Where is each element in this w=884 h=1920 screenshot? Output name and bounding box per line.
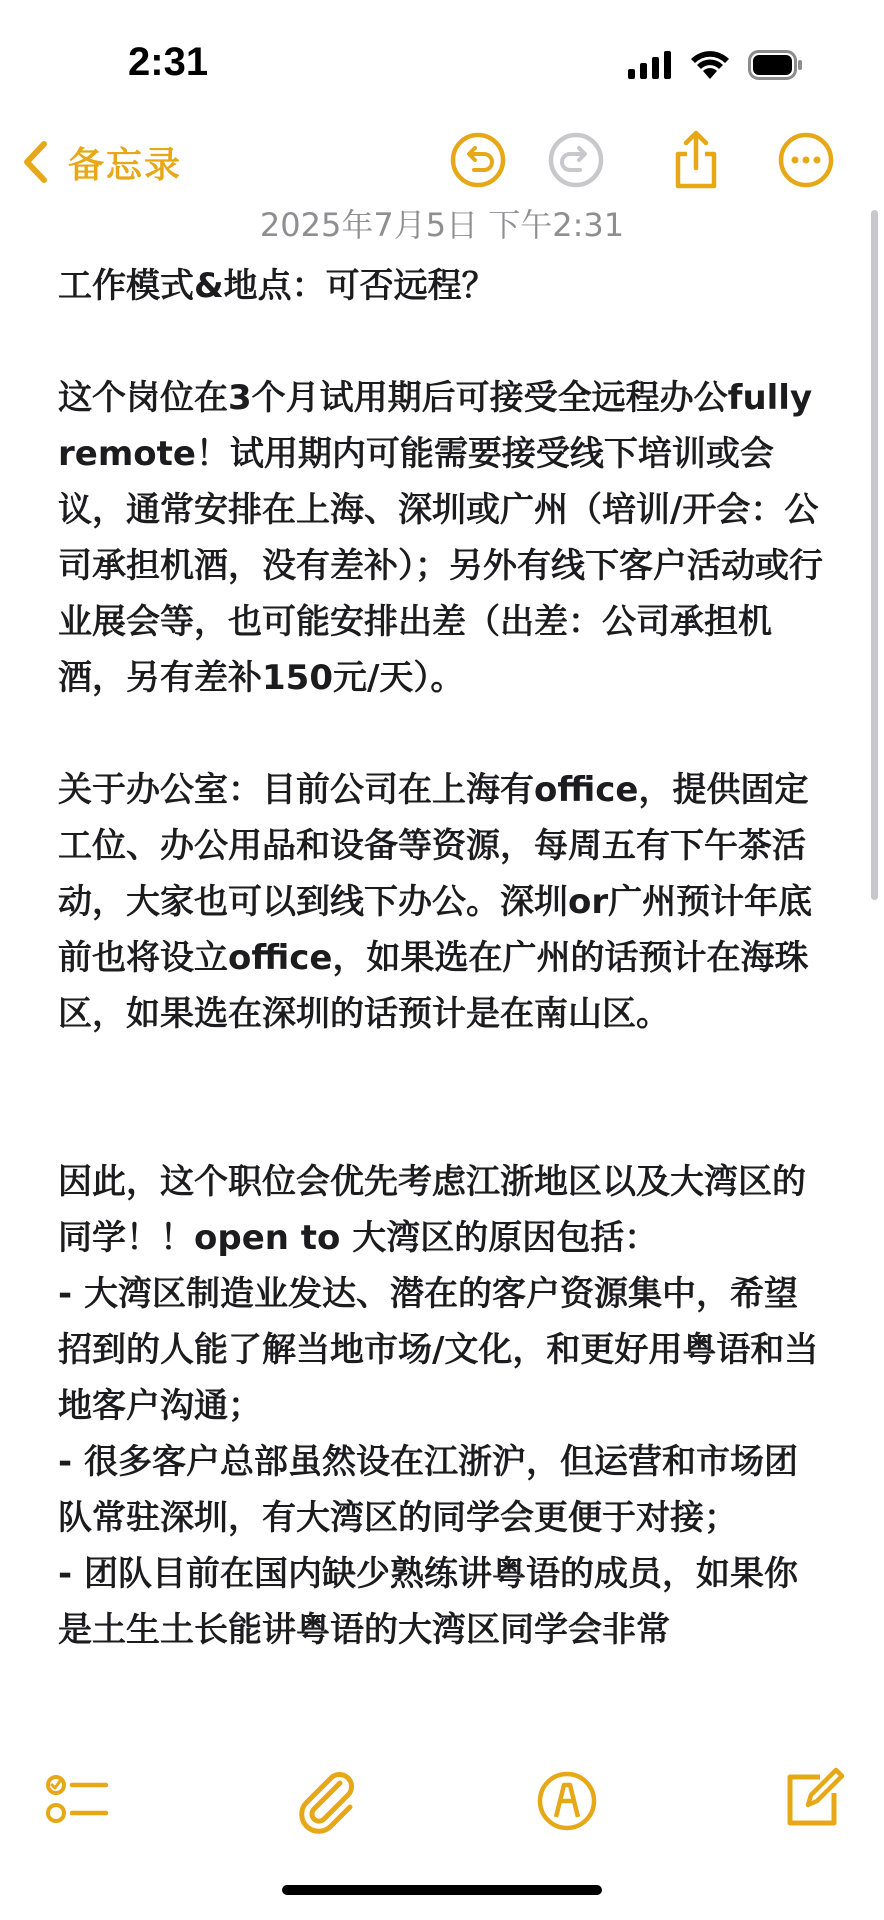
checklist-button[interactable] xyxy=(44,1765,114,1835)
home-indicator[interactable] xyxy=(282,1885,602,1895)
bottom-toolbar xyxy=(0,1765,884,1855)
undo-icon xyxy=(448,130,508,190)
redo-icon xyxy=(546,130,606,190)
share-icon xyxy=(666,130,726,190)
wifi-icon xyxy=(690,50,730,80)
note-date: 2025年7月5日 下午2:31 xyxy=(259,206,625,244)
checklist-icon xyxy=(44,1765,114,1835)
note-paragraph: 因此，这个职位会优先考虑江浙地区以及大湾区的同学！！open to 大湾区的原因包括： - 大湾区制造业发达、潜在的客户资源集中，希望招到的人能了解当地市场/文化，和更好用粤语和当地客户沟通； - 很多客户总部虽然设在江浙沪，但运营和市场团队常驻深圳，有大湾区的同学会更便于对接； - 团队目前在国内缺少熟练讲粤语的成员，如果你是土生土长能讲粤语的大湾区同学会非常 xyxy=(58,1162,819,1650)
back-button[interactable] xyxy=(22,132,182,192)
cellular-signal-icon xyxy=(628,51,672,79)
compose-button[interactable] xyxy=(776,1765,846,1835)
markup-pen-icon xyxy=(532,1765,602,1835)
status-time: 2:31 xyxy=(128,40,209,84)
markup-button[interactable] xyxy=(532,1765,602,1835)
scrollbar[interactable] xyxy=(871,210,878,900)
compose-icon xyxy=(776,1765,846,1835)
note-paragraph: 工作模式&地点：可否远程？ xyxy=(58,266,496,306)
back-label: 备忘录 xyxy=(68,144,183,186)
undo-button[interactable] xyxy=(448,130,508,190)
attachment-button[interactable] xyxy=(290,1765,360,1835)
nav-bar xyxy=(0,120,884,210)
more-button[interactable] xyxy=(776,130,836,190)
share-button[interactable] xyxy=(666,130,726,190)
battery-icon xyxy=(748,50,804,80)
paperclip-icon xyxy=(290,1765,360,1835)
status-icons xyxy=(628,48,804,82)
redo-button[interactable] xyxy=(546,130,606,190)
note-body[interactable] xyxy=(58,258,828,1763)
more-icon xyxy=(776,130,836,190)
status-bar xyxy=(0,0,884,130)
bottom-fade xyxy=(0,1680,884,1770)
note-paragraph: 关于办公室：目前公司在上海有office，提供固定工位、办公用品和设备等资源，每周五有下午茶活动，大家也可以到线下办公。深圳or广州预计年底前也将设立office，如果选在广州的话预计在海珠区，如果选在深圳的话预计是在南山区。 xyxy=(58,770,813,1034)
note-paragraph: 这个岗位在3个月试用期后可接受全远程办公fully remote！试用期内可能需要接受线下培训或会议，通常安排在上海、深圳或广州（培训/开会：公司承担机酒，没有差补）；另外有线下客户活动或行业展会等，也可能安排出差（出差：公司承担机酒，另有差补150元/天）。 xyxy=(58,378,824,698)
chevron-left-icon xyxy=(22,140,48,184)
